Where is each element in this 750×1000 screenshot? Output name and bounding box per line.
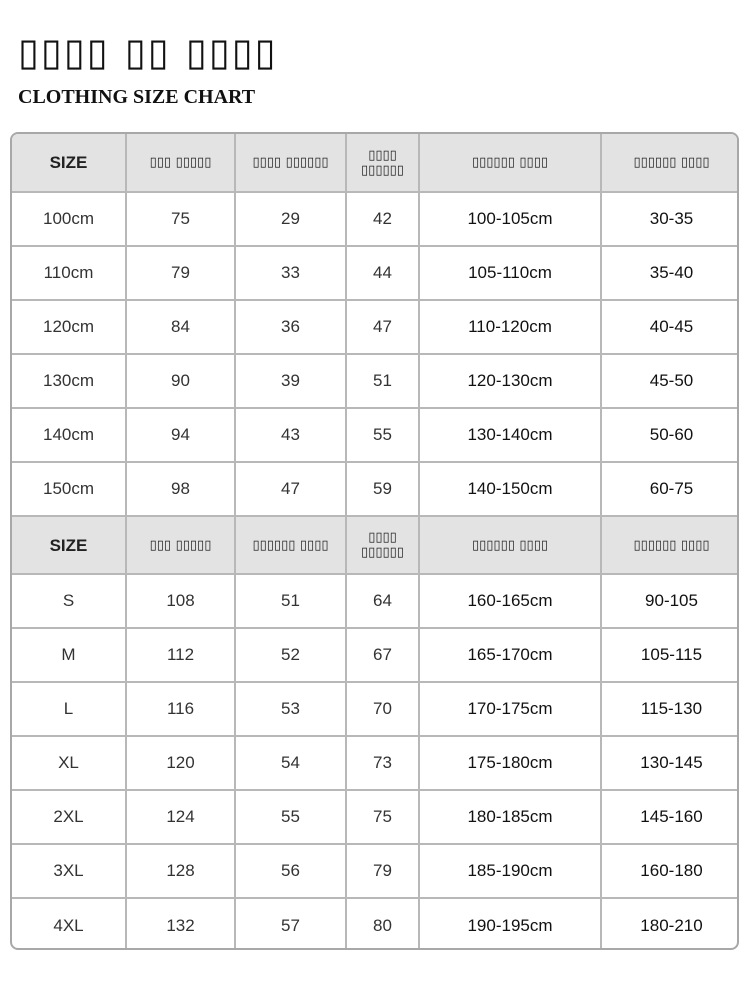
table-cell: 57 [235,898,346,950]
table-row [12,790,739,844]
table-cell: 42 [346,192,419,246]
table-cell: 165-170cm [419,628,601,682]
table-row [12,844,739,898]
table-row [12,736,739,790]
table-cell: 43 [235,408,346,462]
table-cell: 36 [235,300,346,354]
table-cell: 30-35 [601,192,739,246]
table-cell: 47 [346,300,419,354]
table-cell: 80 [346,898,419,950]
table-cell: 94 [126,408,235,462]
table-cell: 52 [235,628,346,682]
table-cell: 54 [235,736,346,790]
table-cell: 33 [235,246,346,300]
table-cell: 45-50 [601,354,739,408]
table-cell: 128 [126,844,235,898]
adults-header-cell: ▯▯▯▯ ▯▯▯▯▯▯ [346,516,419,574]
table-cell: 110-120cm [419,300,601,354]
table-cell: 47 [235,462,346,516]
table-row [12,628,739,682]
page-title: ▯▯▯▯ ▯▯ ▯▯▯▯ [18,30,278,74]
table-cell: 150cm [12,462,126,516]
table-cell: 29 [235,192,346,246]
table-cell: 140cm [12,408,126,462]
adults-header-cell: ▯▯▯▯▯▯ ▯▯▯▯ [419,516,601,574]
kids-header-row [12,134,739,192]
table-cell: 105-115 [601,628,739,682]
table-cell: 130cm [12,354,126,408]
table-cell: 190-195cm [419,898,601,950]
table-cell: 2XL [12,790,126,844]
table-cell: 59 [346,462,419,516]
kids-header-cell: ▯▯▯▯ ▯▯▯▯▯▯ [235,134,346,192]
table-cell: 4XL [12,898,126,950]
table-cell: 120-130cm [419,354,601,408]
table-cell: 105-110cm [419,246,601,300]
table-cell: 67 [346,628,419,682]
size-table-body [12,134,739,950]
table-row [12,192,739,246]
table-cell: 110cm [12,246,126,300]
table-cell: 180-210 [601,898,739,950]
table-cell: S [12,574,126,628]
table-cell: 75 [346,790,419,844]
table-cell: 3XL [12,844,126,898]
table-row [12,354,739,408]
table-cell: 73 [346,736,419,790]
adults-header-cell: ▯▯▯▯▯▯ ▯▯▯▯ [601,516,739,574]
kids-header-cell: ▯▯▯▯ ▯▯▯▯▯▯ [346,134,419,192]
table-cell: 120cm [12,300,126,354]
adults-header-cell: SIZE [12,516,126,574]
table-cell: 56 [235,844,346,898]
table-cell: 180-185cm [419,790,601,844]
table-cell: 70 [346,682,419,736]
table-cell: 160-180 [601,844,739,898]
kids-header-cell: ▯▯▯▯▯▯ ▯▯▯▯ [601,134,739,192]
table-cell: 116 [126,682,235,736]
table-cell: 51 [346,354,419,408]
table-cell: 53 [235,682,346,736]
table-cell: 124 [126,790,235,844]
table-cell: XL [12,736,126,790]
table-cell: 170-175cm [419,682,601,736]
table-cell: 98 [126,462,235,516]
table-cell: 84 [126,300,235,354]
page-subtitle: CLOTHING SIZE CHART [18,86,256,108]
table-cell: 100-105cm [419,192,601,246]
adults-header-cell: ▯▯▯▯▯▯ ▯▯▯▯ [235,516,346,574]
table-row [12,682,739,736]
table-cell: 79 [346,844,419,898]
table-cell: 115-130 [601,682,739,736]
table-cell: 160-165cm [419,574,601,628]
table-cell: 55 [235,790,346,844]
table-cell: 100cm [12,192,126,246]
table-cell: 130-145 [601,736,739,790]
table-row [12,300,739,354]
table-cell: 140-150cm [419,462,601,516]
table-row [12,246,739,300]
kids-header-cell: ▯▯▯▯▯▯ ▯▯▯▯ [419,134,601,192]
table-cell: 51 [235,574,346,628]
table-cell: 90-105 [601,574,739,628]
size-chart-table [10,132,739,950]
table-cell: 145-160 [601,790,739,844]
table-cell: 79 [126,246,235,300]
table-cell: 40-45 [601,300,739,354]
table-cell: 90 [126,354,235,408]
table-cell: 44 [346,246,419,300]
table-cell: 64 [346,574,419,628]
table-cell: 120 [126,736,235,790]
adults-header-row [12,516,739,574]
table-row [12,462,739,516]
table-cell: 108 [126,574,235,628]
adults-header-cell: ▯▯▯ ▯▯▯▯▯ [126,516,235,574]
kids-header-cell: ▯▯▯ ▯▯▯▯▯ [126,134,235,192]
table-cell: 175-180cm [419,736,601,790]
table-cell: 132 [126,898,235,950]
table-cell: 35-40 [601,246,739,300]
table-cell: 185-190cm [419,844,601,898]
size-table [12,134,739,950]
table-cell: 55 [346,408,419,462]
table-row [12,574,739,628]
table-cell: 112 [126,628,235,682]
kids-header-cell: SIZE [12,134,126,192]
table-cell: 39 [235,354,346,408]
table-cell: 60-75 [601,462,739,516]
table-cell: M [12,628,126,682]
table-row [12,898,739,950]
table-cell: 50-60 [601,408,739,462]
table-cell: 130-140cm [419,408,601,462]
table-cell: L [12,682,126,736]
table-cell: 75 [126,192,235,246]
table-row [12,408,739,462]
